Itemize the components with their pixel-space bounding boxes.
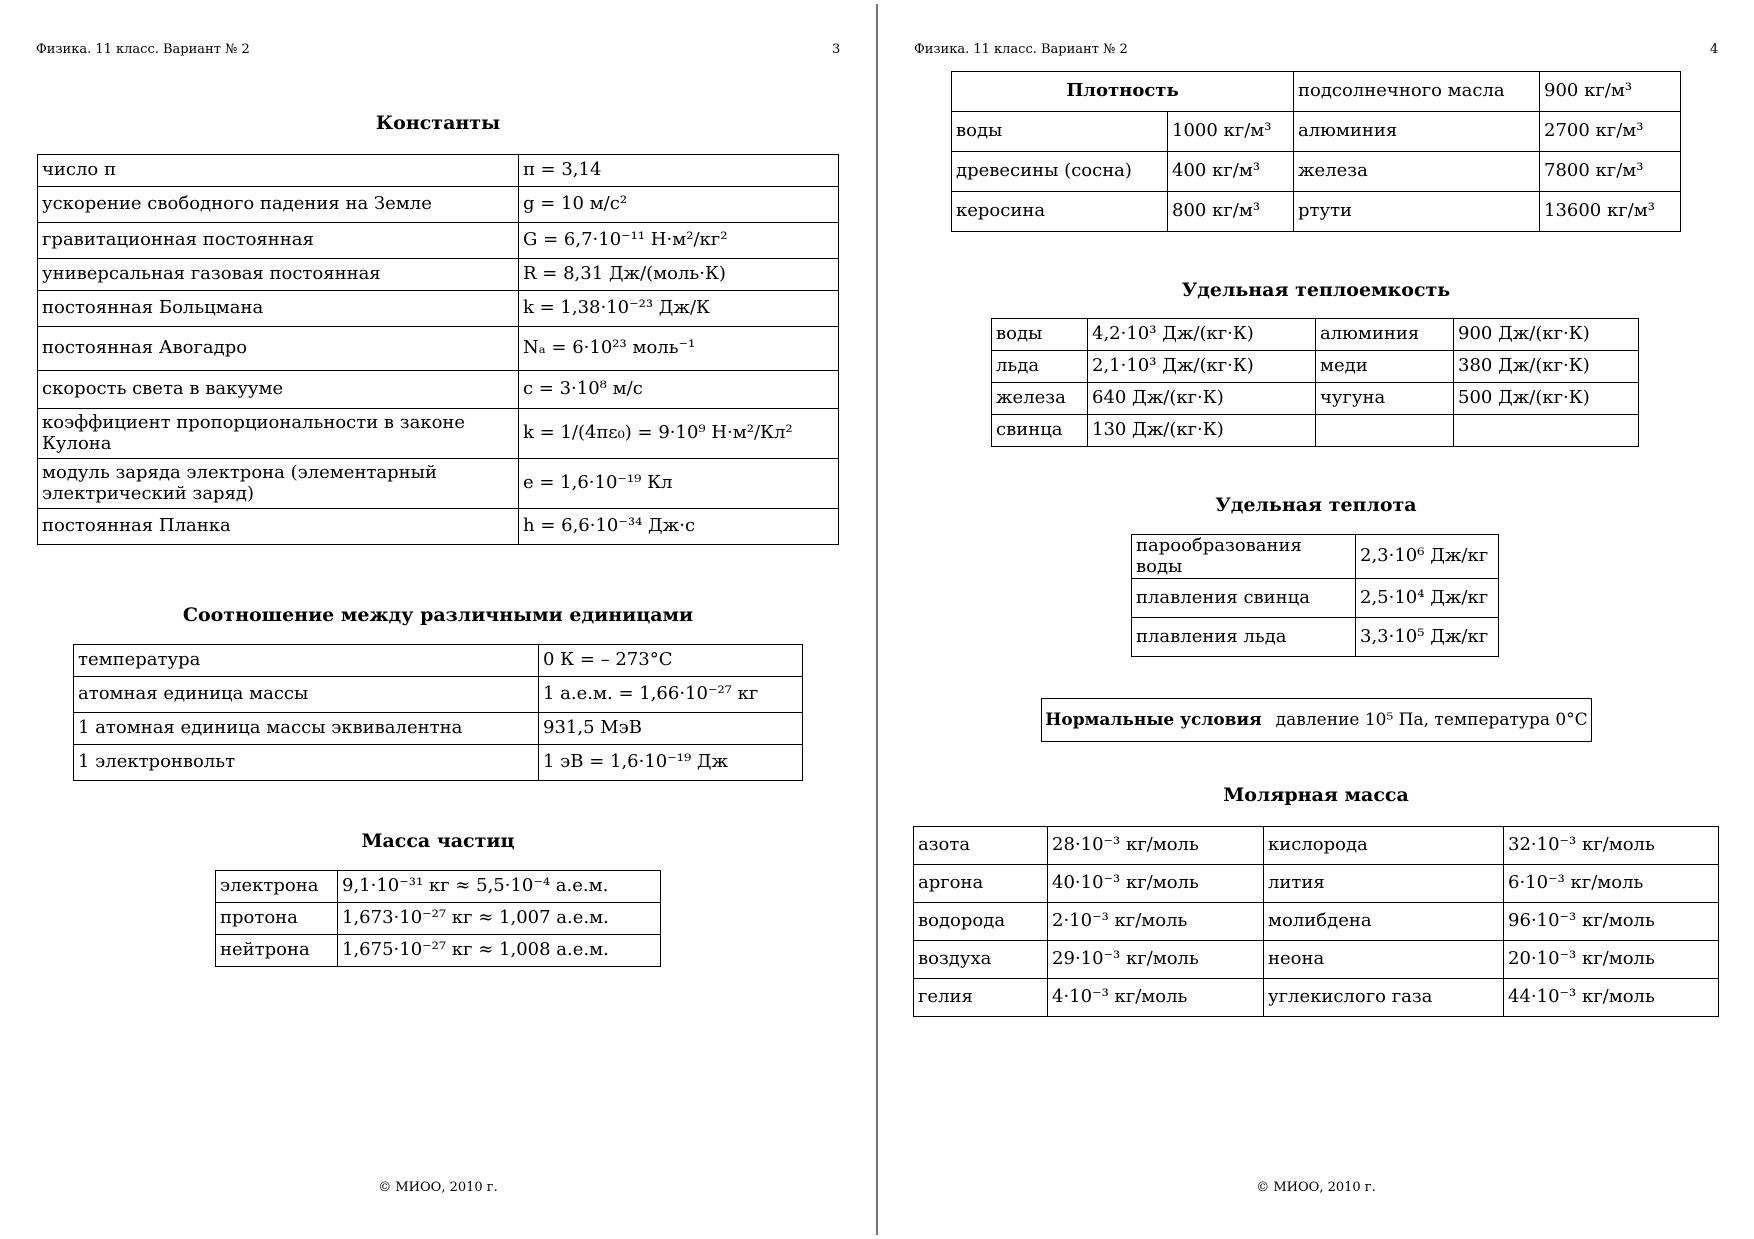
particles-table [215, 870, 661, 967]
page-footer: © МИОО, 2010 г. [378, 1180, 498, 1195]
table-row [992, 383, 1639, 415]
table-row [38, 291, 839, 327]
constant-value: c = 3·10⁸ м/с [519, 371, 839, 409]
molar-substance: азота [914, 827, 1048, 865]
constant-value: g = 10 м/с² [519, 187, 839, 223]
table-row [952, 192, 1681, 232]
heat-value: 2,1·10³ Дж/(кг·К) [1088, 351, 1316, 383]
page-header: Физика. 11 класс. Вариант № 2 [914, 42, 1128, 57]
heat-substance: чугуна [1316, 383, 1454, 415]
table-row [914, 827, 1719, 865]
unit-name: 1 электронвольт [74, 745, 539, 781]
heat-value: 900 Дж/(кг·К) [1454, 319, 1639, 351]
density-substance: воды [952, 112, 1168, 152]
heat-value: 640 Дж/(кг·К) [1088, 383, 1316, 415]
constant-name: постоянная Планка [38, 509, 519, 545]
constant-name: скорость света в вакууме [38, 371, 519, 409]
table-row [992, 415, 1639, 447]
density-value: 2700 кг/м³ [1540, 112, 1681, 152]
particle-mass: 1,673·10⁻²⁷ кг ≈ 1,007 а.е.м. [338, 903, 661, 935]
table-row [38, 155, 839, 187]
table-row [38, 327, 839, 371]
unit-value: 0 К = – 273°С [539, 645, 803, 677]
constant-name: постоянная Больцмана [38, 291, 519, 327]
molar-value: 29·10⁻³ кг/моль [1048, 941, 1264, 979]
table-row [1132, 618, 1499, 657]
table-row [74, 713, 803, 745]
constants-title: Константы [375, 112, 501, 134]
particle-name: нейтрона [216, 935, 338, 967]
page-footer: © МИОО, 2010 г. [1256, 1180, 1376, 1195]
table-row [914, 865, 1719, 903]
constant-name: ускорение свободного падения на Земле [38, 187, 519, 223]
specific-heat-table [1131, 534, 1499, 657]
normal-conditions-box [1041, 698, 1592, 742]
molar-value: 6·10⁻³ кг/моль [1504, 865, 1719, 903]
density-oil-value: 900 кг/м³ [1540, 72, 1681, 112]
normal-conditions-text: давление 10⁵ Па, температура 0°С [1275, 710, 1588, 730]
heat-substance: воды [992, 319, 1088, 351]
constant-name: гравитационная постоянная [38, 223, 519, 259]
molar-value: 44·10⁻³ кг/моль [1504, 979, 1719, 1017]
heat-substance: меди [1316, 351, 1454, 383]
heat-capacity-table [991, 318, 1639, 447]
table-row [1132, 535, 1499, 579]
constants-table [37, 154, 839, 545]
specific-heat-title: Удельная теплота [1215, 494, 1417, 516]
heat-value: 3,3·10⁵ Дж/кг [1356, 618, 1499, 657]
table-row [38, 509, 839, 545]
heat-substance: алюминия [1316, 319, 1454, 351]
heat-substance: свинца [992, 415, 1088, 447]
constant-value: R = 8,31 Дж/(моль·К) [519, 259, 839, 291]
heat-value: 500 Дж/(кг·К) [1454, 383, 1639, 415]
table-row [38, 187, 839, 223]
molar-mass-title: Молярная масса [1223, 784, 1409, 806]
particles-title: Масса частиц [361, 830, 515, 852]
heat-substance: льда [992, 351, 1088, 383]
unit-name: 1 атомная единица массы эквивалентна [74, 713, 539, 745]
unit-name: атомная единица массы [74, 677, 539, 713]
molar-substance: водорода [914, 903, 1048, 941]
constant-value: π = 3,14 [519, 155, 839, 187]
constant-name: постоянная Авогадро [38, 327, 519, 371]
molar-value: 32·10⁻³ кг/моль [1504, 827, 1719, 865]
heat-value: 2,5·10⁴ Дж/кг [1356, 579, 1499, 618]
density-substance: ртути [1294, 192, 1540, 232]
density-oil-label: подсолнечного масла [1294, 72, 1540, 112]
page-number: 4 [1710, 42, 1719, 57]
heat-capacity-title: Удельная теплоемкость [1181, 279, 1451, 301]
molar-value: 2·10⁻³ кг/моль [1048, 903, 1264, 941]
density-substance: древесины (сосна) [952, 152, 1168, 192]
constant-name: модуль заряда электрона (элементарный электрический заряд) [38, 459, 519, 509]
molar-substance: аргона [914, 865, 1048, 903]
particle-mass: 9,1·10⁻³¹ кг ≈ 5,5·10⁻⁴ а.е.м. [338, 871, 661, 903]
molar-substance: гелия [914, 979, 1048, 1017]
particle-name: электрона [216, 871, 338, 903]
molar-substance: молибдена [1264, 903, 1504, 941]
heat-value: 380 Дж/(кг·К) [1454, 351, 1639, 383]
molar-substance: воздуха [914, 941, 1048, 979]
page-number: 3 [832, 42, 841, 57]
unit-value: 1 эВ = 1,6·10⁻¹⁹ Дж [539, 745, 803, 781]
heat-substance: железа [992, 383, 1088, 415]
constant-name: число π [38, 155, 519, 187]
density-value: 7800 кг/м³ [1540, 152, 1681, 192]
table-row [216, 871, 661, 903]
density-table [951, 71, 1681, 232]
molar-substance: неона [1264, 941, 1504, 979]
table-row [992, 351, 1639, 383]
table-row [914, 979, 1719, 1017]
molar-value: 20·10⁻³ кг/моль [1504, 941, 1719, 979]
heat-process: парообразования воды [1132, 535, 1356, 579]
table-row [38, 371, 839, 409]
particle-name: протона [216, 903, 338, 935]
heat-value: 2,3·10⁶ Дж/кг [1356, 535, 1499, 579]
unit-value: 931,5 МэВ [539, 713, 803, 745]
molar-substance: углекислого газа [1264, 979, 1504, 1017]
constant-value: k = 1,38·10⁻²³ Дж/К [519, 291, 839, 327]
table-row [914, 903, 1719, 941]
density-value: 800 кг/м³ [1168, 192, 1294, 232]
table-row [74, 645, 803, 677]
molar-value: 4·10⁻³ кг/моль [1048, 979, 1264, 1017]
molar-substance: кислорода [1264, 827, 1504, 865]
density-substance: алюминия [1294, 112, 1540, 152]
density-substance: керосина [952, 192, 1168, 232]
page-right [877, 4, 1754, 1235]
table-row [1132, 579, 1499, 618]
molar-value: 96·10⁻³ кг/моль [1504, 903, 1719, 941]
page-left [0, 4, 877, 1235]
density-value: 13600 кг/м³ [1540, 192, 1681, 232]
constant-value: G = 6,7·10⁻¹¹ Н·м²/кг² [519, 223, 839, 259]
constant-value: h = 6,6·10⁻³⁴ Дж·с [519, 509, 839, 545]
density-title: Плотность [952, 72, 1294, 112]
unit-value: 1 а.е.м. = 1,66·10⁻²⁷ кг [539, 677, 803, 713]
constant-value: e = 1,6·10⁻¹⁹ Кл [519, 459, 839, 509]
table-row [952, 152, 1681, 192]
molar-substance: лития [1264, 865, 1504, 903]
density-value: 1000 кг/м³ [1168, 112, 1294, 152]
density-substance: железа [1294, 152, 1540, 192]
constant-name: коэффициент пропорциональности в законе Кулона [38, 409, 519, 459]
heat-value: 4,2·10³ Дж/(кг·К) [1088, 319, 1316, 351]
table-row [952, 112, 1681, 152]
table-row [38, 259, 839, 291]
heat-substance [1316, 415, 1454, 447]
table-row [74, 677, 803, 713]
constant-value: k = 1/(4πε₀) = 9·10⁹ Н·м²/Кл² [519, 409, 839, 459]
table-row [992, 319, 1639, 351]
table-row [74, 745, 803, 781]
table-row [216, 935, 661, 967]
heat-value: 130 Дж/(кг·К) [1088, 415, 1316, 447]
constant-value: Nₐ = 6·10²³ моль⁻¹ [519, 327, 839, 371]
particle-mass: 1,675·10⁻²⁷ кг ≈ 1,008 а.е.м. [338, 935, 661, 967]
heat-value [1454, 415, 1639, 447]
molar-mass-table [913, 826, 1719, 1017]
table-row [38, 223, 839, 259]
table-row [38, 409, 839, 459]
heat-process: плавления свинца [1132, 579, 1356, 618]
molar-value: 40·10⁻³ кг/моль [1048, 865, 1264, 903]
units-table [73, 644, 803, 781]
page-header: Физика. 11 класс. Вариант № 2 [36, 42, 250, 57]
table-row [914, 941, 1719, 979]
constant-name: универсальная газовая постоянная [38, 259, 519, 291]
heat-process: плавления льда [1132, 618, 1356, 657]
unit-name: температура [74, 645, 539, 677]
molar-value: 28·10⁻³ кг/моль [1048, 827, 1264, 865]
table-row [38, 459, 839, 509]
table-row [216, 903, 661, 935]
normal-conditions-label: Нормальные условия [1045, 710, 1262, 730]
units-title: Соотношение между различными единицами [182, 604, 694, 626]
density-value: 400 кг/м³ [1168, 152, 1294, 192]
